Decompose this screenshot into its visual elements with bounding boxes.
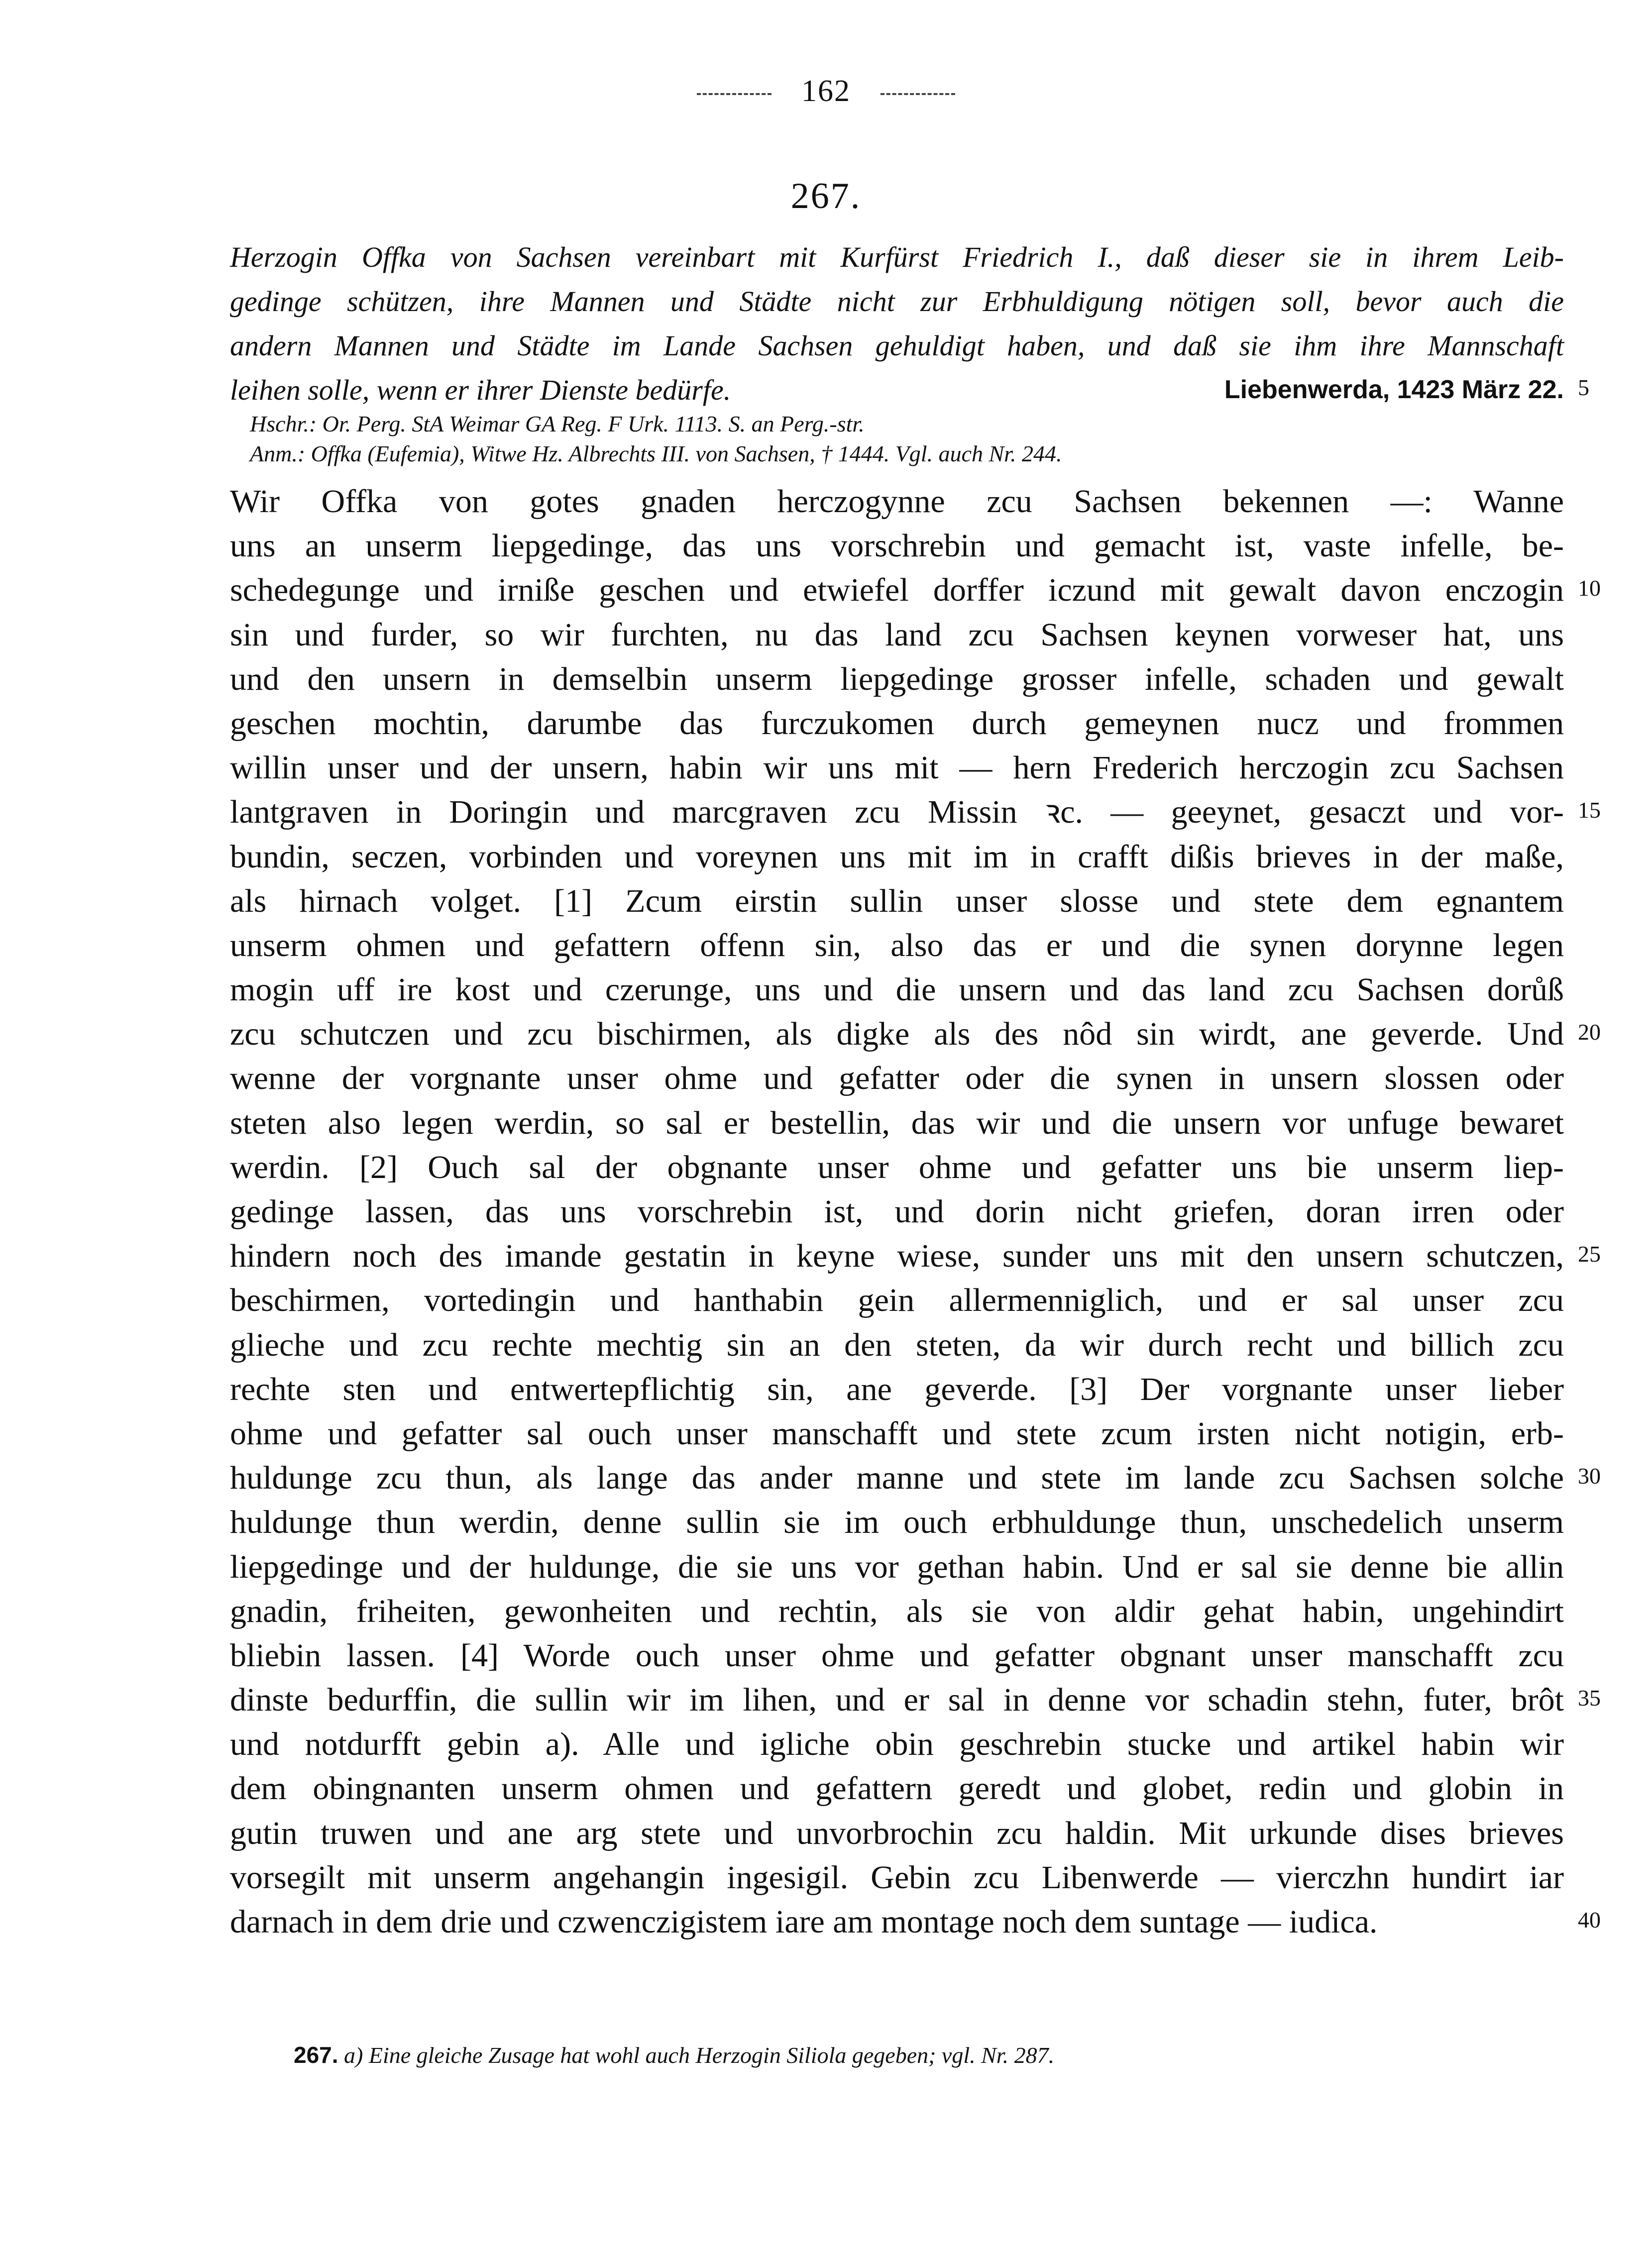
body-line: bliebin lassen. [4] Worde ouch unser ohme und gefatter obgnant unser manschafft zcu bbox=[230, 1637, 1564, 1674]
line-number: 5 bbox=[1578, 375, 1589, 400]
line-number: 40 bbox=[1578, 1907, 1601, 1933]
body-line: dinste bedurffin, die sullin wir im lihen, und er sal in denne vor schadin stehn, futer, brôt bbox=[230, 1682, 1564, 1718]
document-body bbox=[230, 479, 1564, 1944]
body-line: gedinge lassen, das uns vorschrebin ist, und dorin nicht griefen, doran irren oder bbox=[230, 1193, 1564, 1230]
body-line: geschen mochtin, darumbe das furczukomen durch gemeynen nucz und frommen bbox=[230, 705, 1564, 742]
body-line: und den unsern in demselbin unserm liepgedinge grosser infelle, schaden und gewalt bbox=[230, 660, 1564, 697]
document-number: 267. bbox=[790, 176, 862, 216]
regest-line: leihen solle, wenn er ihrer Dienste bedürfe. bbox=[230, 374, 731, 406]
body-line: und notdurfft gebin a). Alle und igliche obin geschrebin stucke und artikel habin wir bbox=[230, 1726, 1564, 1763]
body-line: vorsegilt mit unserm angehangin ingesigil. Gebin zcu Libenwerde — vierczhn hundirt iar bbox=[230, 1859, 1564, 1896]
body-line: huldunge zcu thun, als lange das ander manne und stete im lande zcu Sachsen solche bbox=[230, 1460, 1564, 1497]
footnote-number: 267. bbox=[294, 2042, 338, 2068]
body-line: ohme und gefatter sal ouch unser manschafft und stete zcum irsten nicht notigin, erb- bbox=[230, 1415, 1564, 1452]
body-line: liepgedinge und der huldunge, die sie uns vor gethan habin. Und er sal sie denne bie allin bbox=[230, 1548, 1564, 1585]
page-header bbox=[0, 74, 1652, 109]
line-number: 20 bbox=[1578, 1019, 1601, 1045]
line-number: 35 bbox=[1578, 1685, 1601, 1711]
page-number: 162 bbox=[801, 74, 851, 108]
body-line: gnadin, friheiten, gewonheiten und rechtin, als sie von aldir gehat habin, ungehindirt bbox=[230, 1593, 1564, 1629]
body-line: steten also legen werdin, so sal er bestellin, das wir und die unsern vor unfuge bewaret bbox=[230, 1104, 1564, 1141]
body-line: sin und furder, so wir furchten, nu das land zcu Sachsen keynen vorweser hat, uns bbox=[230, 616, 1564, 653]
body-line: schedegunge und irniße geschen und etwiefel dorffer iczund mit gewalt davon enczogin bbox=[230, 572, 1564, 609]
regest-last-line bbox=[230, 368, 1564, 412]
place-date: Liebenwerda, 1423 März 22. bbox=[1224, 375, 1564, 404]
body-line: beschirmen, vortedingin und hanthabin gein allermenniglich, und er sal unser zcu bbox=[230, 1282, 1564, 1319]
body-line: dem obingnanten unserm ohmen und gefattern geredt und globet, redin und globin in bbox=[230, 1770, 1564, 1807]
body-line: zcu schutczen und zcu bischirmen, als digke als des nôd sin wirdt, ane geverde. Und bbox=[230, 1016, 1564, 1053]
body-line: Wir Offka von gotes gnaden herczogynne zcu Sachsen bekennen —: Wanne bbox=[230, 483, 1564, 520]
footnote-text: a) Eine gleiche Zusage hat wohl auch Herzogin Siliola gegeben; vgl. Nr. 287. bbox=[344, 2042, 1055, 2068]
line-number: 10 bbox=[1578, 575, 1601, 601]
body-line: bundin, seczen, vorbinden und voreynen uns mit im in crafft dißis brieves in der maße, bbox=[230, 838, 1564, 875]
body-line: rechte sten und entwertepflichtig sin, ane geverde. [3] Der vorgnante unser lieber bbox=[230, 1371, 1564, 1407]
body-line: darnach in dem drie und czwenczigistem iare am montage noch dem suntage — iudica. bbox=[230, 1904, 1378, 1940]
body-line: huldunge thun werdin, denne sullin sie im ouch erbhuldunge thun, unschedelich unserm bbox=[230, 1504, 1564, 1541]
annotation-note: Anm.: Offka (Eufemia), Witwe Hz. Albrechts III. von Sachsen, † 1444. Vgl. auch Nr. 244. bbox=[250, 441, 1062, 466]
regest-line: Herzogin Offka von Sachsen vereinbart mit Kurfürst Friedrich I., daß dieser sie in ihrem Leib- bbox=[230, 241, 1564, 273]
body-line: uns an unserm liepgedinge, das uns vorschrebin und gemacht ist, vaste infelle, be- bbox=[230, 528, 1564, 564]
regest bbox=[230, 235, 1564, 368]
body-line: wenne der vorgnante unser ohme und gefatter oder die synen in unsern slossen oder bbox=[230, 1060, 1564, 1097]
line-number: 25 bbox=[1578, 1241, 1601, 1267]
body-line: mogin uff ire kost und czerunge, uns und die unsern und das land zcu Sachsen dorůß bbox=[230, 971, 1564, 1008]
footnote bbox=[294, 2041, 1488, 2068]
regest-line: gedinge schützen, ihre Mannen und Städte nicht zur Erbhuldigung nötigen soll, bevor auch die bbox=[230, 285, 1564, 318]
body-line: als hirnach volget. [1] Zcum eirstin sullin unser slosse und stete dem egnantem bbox=[230, 882, 1564, 919]
header-rule-right bbox=[881, 93, 955, 95]
body-line: lantgraven in Doringin und marcgraven zcu Missin ꝛc. — geeynet, gesaczt und vor- bbox=[230, 794, 1564, 831]
body-line: gutin truwen und ane arg stete und unvorbrochin zcu haldin. Mit urkunde dises brieves bbox=[230, 1815, 1564, 1851]
manuscript-note: Hschr.: Or. Perg. StA Weimar GA Reg. F Urk. 1113. S. an Perg.-str. bbox=[250, 411, 865, 436]
header-rule-left bbox=[697, 93, 771, 95]
line-number: 15 bbox=[1578, 797, 1601, 823]
body-line: unserm ohmen und gefattern offenn sin, also das er und die synen dorynne legen bbox=[230, 927, 1564, 964]
body-line: werdin. [2] Ouch sal der obgnante unser ohme und gefatter uns bie unserm liep- bbox=[230, 1149, 1564, 1185]
body-line: hindern noch des imande gestatin in keyne wiese, sunder uns mit den unsern schutczen, bbox=[230, 1238, 1564, 1275]
body-line: willin unser und der unsern, habin wir uns mit — hern Frederich herczogin zcu Sachsen bbox=[230, 750, 1564, 786]
line-number: 30 bbox=[1578, 1463, 1601, 1489]
body-line: glieche und zcu rechte mechtig sin an den steten, da wir durch recht und billich zcu bbox=[230, 1326, 1564, 1363]
regest-line: andern Mannen und Städte im Lande Sachsen gehuldigt haben, und daß sie ihm ihre Mannschaft bbox=[230, 329, 1564, 362]
